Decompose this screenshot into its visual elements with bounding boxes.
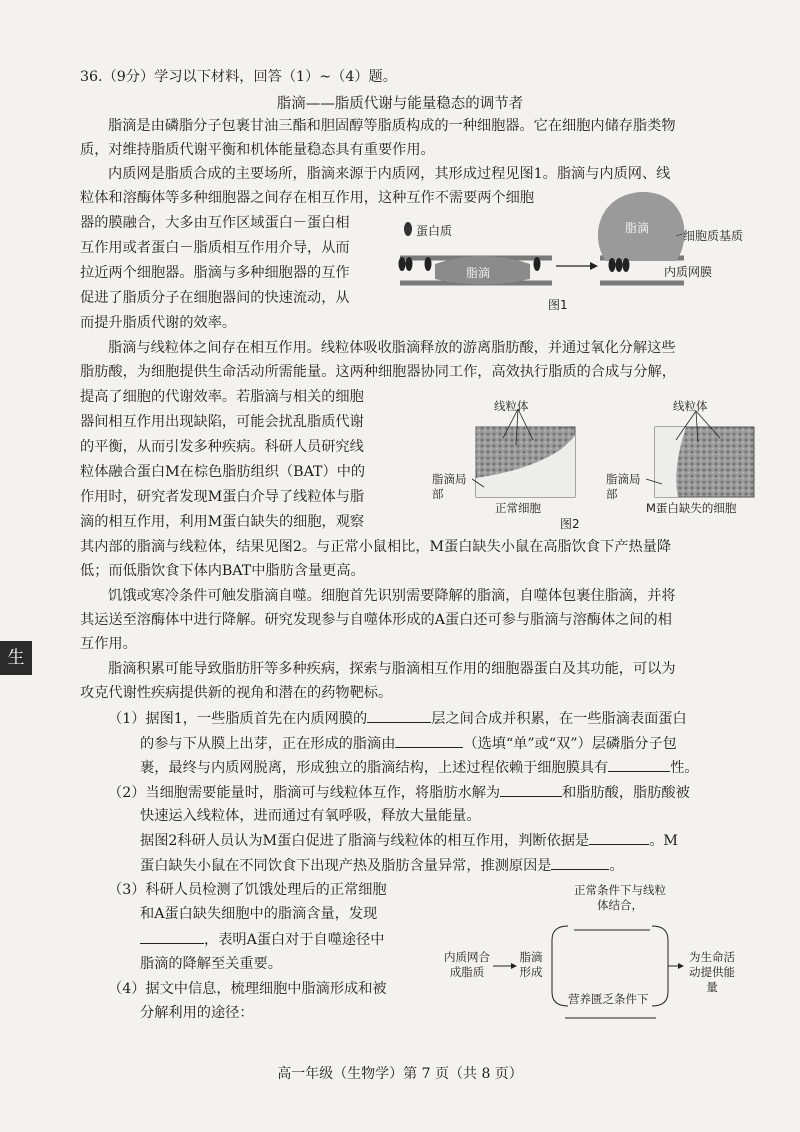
pathway-outcome: 为生命活动提供能量 [689,950,735,994]
q3-line-2: 和A蛋白缺失细胞中的脂滴含量，发现 [140,906,378,922]
question-header: 36.（9分）学习以下材料，回答（1）~（4）题。 [80,69,397,85]
q4-line-1: （4）据文中信息，梳理细胞中脂滴形成和被 [108,981,387,997]
q3-line-3: ，表明A蛋白对于自噬途径中 [140,929,385,950]
passage-line: 攻克代谢性疾病提供新的视角和潜在的药物靶标。 [80,685,393,701]
figure-2-caption: 图2 [560,517,580,531]
passage-line: 提高了细胞的代谢效率。若脂滴与相关的细胞 [80,389,364,405]
subject-tab: 生 [0,641,32,675]
passage-line: 脂滴积累可能导致脂肪肝等多种疾病，探索与脂滴相互作用的细胞器蛋白及其功能，可以为 [108,661,676,677]
pathway-droplet: 脂滴形成 [519,950,543,979]
passage-line: 器间相互作用出现缺陷，可能会扰乱脂质代谢 [80,414,364,430]
figure-2-label-normal: 正常细胞 [495,501,541,515]
figure-1-caption: 图1 [548,298,568,312]
passage-line: 脂滴是由磷脂分子包裹甘油三酯和胆固醇等脂质构成的一种细胞器。它在细胞内储存脂类物 [108,118,676,134]
q3-line-4: 脂滴的降解至关重要。 [140,956,282,972]
passage-line: 脂肪酸，为细胞提供生命活动所需能量。这两种细胞器协同工作，高效执行脂质的合成与分解， [80,364,676,380]
q2-line-4: 蛋白缺失小鼠在不同饮食下出现产热及脂肪含量异常，推测原因是 。 [140,855,624,876]
passage-line: 粒体融合蛋白M在棕色脂肪组织（BAT）中的 [80,464,366,480]
passage-line: 其内部的脂滴与线粒体，结果见图2。与正常小鼠相比，M蛋白缺失小鼠在高脂饮食下产热量降 [80,539,672,555]
q3-line-1: （3）科研人员检测了饥饿处理后的正常细胞 [108,882,387,898]
passage-line: 粒体和溶酶体等多种细胞器之间存在相互作用，这种互作不需要两个细胞 [80,190,535,206]
right-brace [652,926,668,1006]
pathway-source: 内质网合成脂质 [444,950,490,979]
figure-1-label-er: 内质网膜 [664,265,713,279]
q4-line-2: 分解利用的途径： [140,1005,254,1021]
passage-line: 饥饿或寒冷条件可触发脂滴自噬。细胞首先识别需要降解的脂滴，自噬体包裹住脂滴，并将 [108,588,676,604]
pathway-top-condition: 正常条件下与线粒体结合， [574,883,666,912]
passage-title: 脂滴——脂质代谢与能量稳态的调节者 [276,96,524,112]
q1-line-3: 裹，最终与内质网脱离，形成独立的脂滴结构，上述过程依赖于细胞膜具有 性。 [140,757,699,778]
figure-1-label-forming-droplet: 脂滴 [466,266,491,280]
figure-2-label-mito: 线粒体 [494,399,529,413]
passage-line: 质，对维持脂质代谢平衡和机体能量稳态具有重要作用。 [80,142,435,158]
passage-line: 其运送至溶酶体中进行降解。研究发现参与自噬体形成的A蛋白还可参与脂滴与溶酶体之间的相 [80,612,672,628]
passage-line: 促进了脂质分子在细胞器间的快速流动，从 [80,290,350,306]
figure-1-label-droplet: 脂滴 [625,221,650,235]
passage-line: 互作用或者蛋白－脂质相互作用介导，从而 [80,240,350,256]
figure-2-label-mito: 线粒体 [673,399,708,413]
passage-line: 的平衡，从而引发多种疾病。科研人员研究线 [80,439,364,455]
q2-line-2: 快速运入线粒体，进而通过有氧呼吸，释放大量能量。 [140,808,481,824]
passage-line: 作用时，研究者发现M蛋白介导了线粒体与脂 [80,489,365,505]
q1-line-1: （1）据图1，一些脂质首先在内质网膜的 层之间合成并积累，在一些脂滴表面蛋白 [108,708,687,729]
passage-line: 而提升脂质代谢的效率。 [80,315,237,331]
q2-line-1: （2）当细胞需要能量时，脂滴可与线粒体互作，将脂肪水解为 和脂肪酸，脂肪酸被 [108,782,690,803]
passage-line: 内质网是脂质合成的主要场所，脂滴来源于内质网，其形成过程见图1。脂滴与内质网、线 [108,166,671,182]
figure-2-label-ld: 脂滴局部 [606,472,641,501]
passage-line: 脂滴与线粒体之间存在相互作用。线粒体吸收脂滴释放的游离脂肪酸，并通过氧化分解这些 [108,340,676,356]
passage-line: 拉近两个细胞器。脂滴与多种细胞器的互作 [80,265,350,281]
figure-2-label-ld: 脂滴局部 [432,472,467,501]
passage-line: 互作用。 [80,636,137,652]
passage-line: 低；而低脂饮食下体内BAT中脂肪含量更高。 [80,563,365,579]
pathway-bottom-condition: 营养匮乏条件下 [568,992,649,1006]
passage-line: 器的膜融合，大多由互作区域蛋白－蛋白相 [80,215,350,231]
page-footer: 高一年级（生物学）第 7 页（共 8 页） [277,1066,523,1082]
q1-line-2: 的参与下从膜上出芽，正在形成的脂滴由 （选填“单”或“双”）层磷脂分子包 [140,733,677,754]
figure-1-label-protein: 蛋白质 [416,224,453,238]
figure-1-label-cytoplasm: 细胞质基质 [683,229,744,243]
left-brace [552,926,568,1006]
passage-line: 滴的相互作用，利用M蛋白缺失的细胞，观察 [80,514,365,530]
figure-2-label-mutant: M蛋白缺失的细胞 [646,501,737,515]
q2-line-3: 据图2科研人员认为M蛋白促进了脂滴与线粒体的相互作用，判断依据是 。M [140,830,678,851]
